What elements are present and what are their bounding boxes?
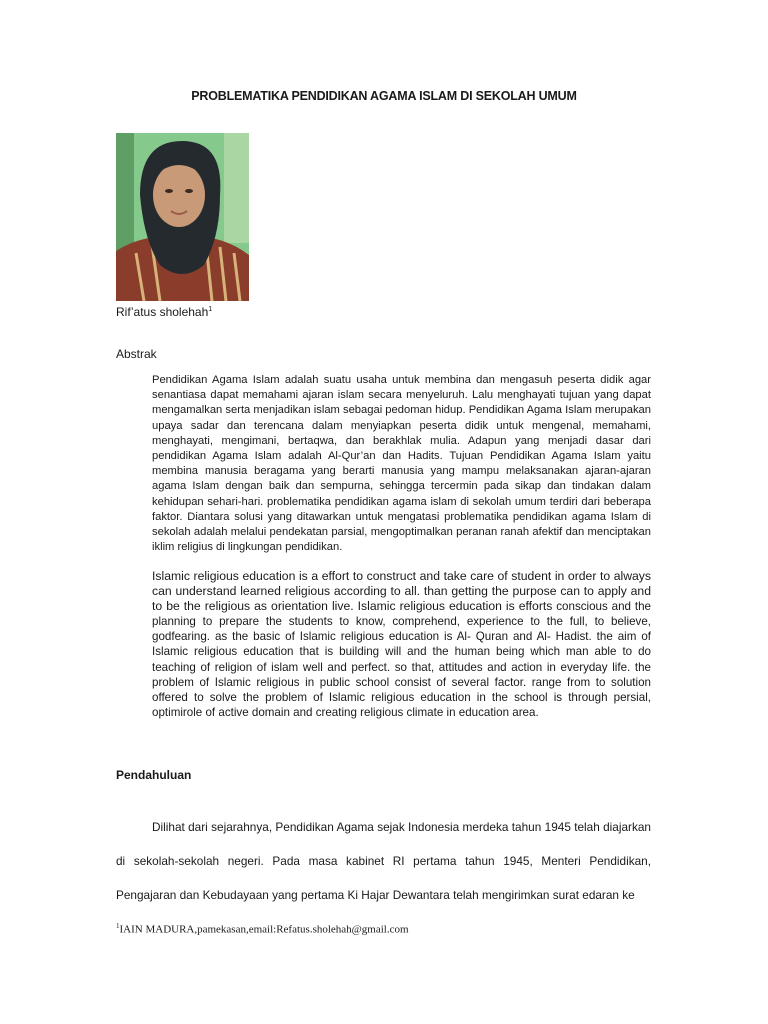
paper-title: PROBLEMATIKA PENDIDIKAN AGAMA ISLAM DI SEKOLAH UMUM [191,89,577,103]
section-heading: Pendahuluan [116,768,192,782]
author-photo [116,133,249,301]
author-footnote-mark: 1 [208,306,213,313]
abstract-english-rest: conscious and the planning to prepare the students to know, comprehend, experience to the full, to believe, godfearing. as the basic of Islamic religious education is Al- Quran and Al- Hadist. the aim of Islamic religious education that is building will and the human being which man able to do teaching of religion of islam well and perfect. so that, attitudes and action in everyday life. the problem of Islamic religious in public school consist of several factor. range from to solution offered to solve the problem of Islamic religious education in the school is through persial, optimirole of active domain and creating religious climate in education area. [152,600,651,719]
abstract-english [152,569,651,720]
abstract-english-lead: Islamic religious education is a effort to construct and take care of student in order to always can understand learned religious according to all. than getting the purpose can to apply and to be the religious as orientation live. Islamic religious education is efforts [152,569,651,614]
abstract-indonesian: Pendidikan Agama Islam adalah suatu usaha untuk membina dan mengasuh peserta didik agar senantiasa dapat memahami ajaran islam secara menyeluruh. Lalu menghayati tujuan yang dapat mengamalkan serta menjadikan islam sebagai pedoman hidup. Pendidikan Agama Islam merupakan upaya sadar dan terencana dalam menyiapkan peserta didik untuk mengenal, memahami, menghayati, mengimani, bertaqwa, dan berakhlak mulia. Adapun yang menjadi dasar dari pendidikan Agama Islam adalah Al-Qur’an dan Hadits. Tujuan Pendidikan Agama Islam yaitu membina manusia beragama yang berarti manusia yang mampu melaksanakan ajaran-ajaran agama Islam dengan baik dan sempurna, sehingga tercermin pada sikap dan tindakan dalam kehidupan sehari-hari. problematika pendidikan agama islam di sekolah umum terdiri dari beberapa faktor. Diantara solusi yang ditawarkan untuk mengatasi problematika pendidikan agama Islam di sekolah adalah melalui pendekatan parsial, mengoptimalkan peranan ranah afektif dan menciptakan iklim religius di lingkungan pendidikan. [152,374,651,554]
author-name-text: Rif’atus sholehah [116,305,209,319]
footnote-mark: 1 [116,922,120,930]
abstract-label: Abstrak [116,347,157,361]
author-name [116,305,212,319]
author-photo-image [116,133,249,301]
footnote [116,922,409,936]
body-paragraph: Dilihat dari sejarahnya, Pendidikan Agama sejak Indonesia merdeka tahun 1945 telah diajarkan di sekolah-sekolah negeri. Pada masa kabinet RI pertama tahun 1945, Menteri Pendidikan, Pengajaran dan Kebudayaan yang pertama Ki Hajar Dewantara telah mengirimkan surat edaran ke [116,820,651,902]
footnote-text: IAIN MADURA,pamekasan,email:Refatus.sholehah@gmail.com [119,923,409,936]
